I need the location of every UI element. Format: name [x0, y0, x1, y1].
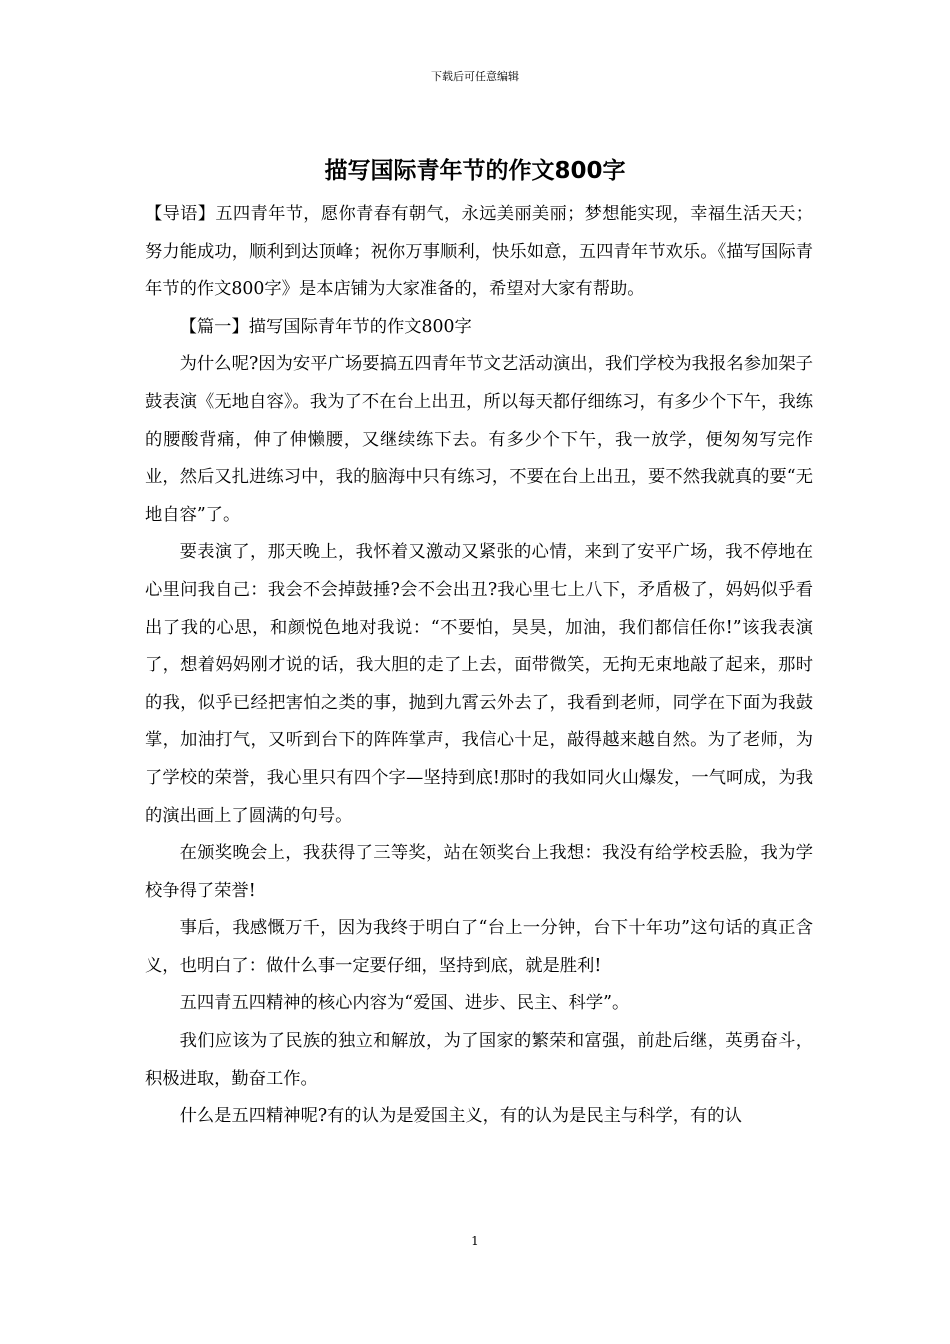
body-paragraph-2: 要表演了，那天晚上，我怀着又激动又紧张的心情，来到了安平广场，我不停地在心里问我自己：我会不会掉鼓捶?会不会出丑?我心里七上八下，矛盾极了，妈妈似乎看出了我的心思，和颜悦色地对我说：“不要怕，昊昊，加油，我们都信任你!”该我表演了，想着妈妈刚才说的话，我大胆的走了上去，面带微笑，无拘无束地敲了起来，那时的我，似乎已经把害怕之类的事，抛到九霄云外去了，我看到老师，同学在下面为我鼓掌，加油打气，又听到台下的阵阵掌声，我信心十足，敲得越来越自然。为了老师，为了学校的荣誉，我心里只有四个字—坚持到底!那时的我如同火山爆发，一气呵成，为我的演出画上了圆满的句号。	[145, 542, 813, 826]
body-paragraph-7: 什么是五四精神呢?有的认为是爱国主义，有的认为是民主与科学，有的认	[179, 1106, 742, 1127]
body-paragraph-5: 五四青五四精神的核心内容为“爱国、进步、民主、科学”。	[179, 993, 630, 1014]
body-paragraph-1: 为什么呢?因为安平广场要搞五四青年节文艺活动演出，我们学校为我报名参加架子鼓表演《无地自容》。我为了不在台上出丑，所以每天都仔细练习，有多少个下午，我练的腰酸背痛，伸了伸懒腰，又继续练下去。有多少个下午，我一放学，便匆匆写完作业，然后又扎进练习中，我的脑海中只有练习，不要在台上出丑，要不然我就真的要“无地自容”了。	[145, 354, 813, 525]
page-number: 1	[471, 1234, 479, 1248]
document-body	[145, 196, 813, 1136]
header-note: 下载后可任意编辑	[431, 70, 519, 83]
body-paragraph-4: 事后，我感慨万千，因为我终于明白了“台上一分钟，台下十年功”这句话的真正含义，也明白了：做什么事一定要仔细，坚持到底，就是胜利!	[145, 918, 813, 976]
body-paragraph-3: 在颁奖晚会上，我获得了三等奖，站在领奖台上我想：我没有给学校丢脸，我为学校争得了荣誉!	[145, 843, 813, 901]
body-paragraph-6: 我们应该为了民族的独立和解放，为了国家的繁荣和富强，前赴后继，英勇奋斗，积极进取，勤奋工作。	[145, 1031, 813, 1089]
intro-paragraph: 【导语】五四青年节，愿你青春有朝气，永远美丽美丽；梦想能实现，幸福生活天天；努力能成功，顺利到达顶峰；祝你万事顺利，快乐如意，五四青年节欢乐。《描写国际青年节的作文800字》是本店铺为大家准备的，希望对大家有帮助。	[145, 204, 813, 300]
document-title: 描写国际青年节的作文800字	[324, 158, 626, 184]
section-heading: 【篇一】描写国际青年节的作文800字	[179, 316, 472, 337]
